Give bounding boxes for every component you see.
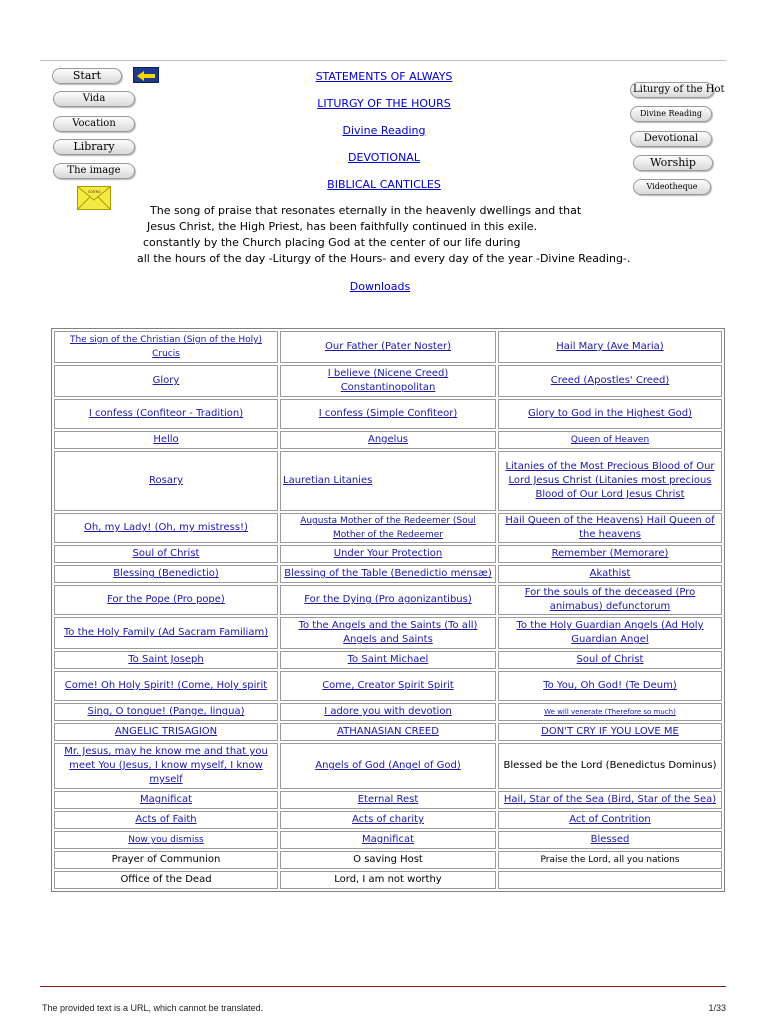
table-row — [54, 743, 722, 789]
table-row — [54, 831, 722, 849]
table-cell[interactable]: I confess (Simple Confiteor) — [280, 399, 496, 429]
nav-vida-button[interactable]: Vida — [53, 91, 135, 107]
table-cell[interactable]: Rosary — [54, 451, 278, 511]
table-cell[interactable]: To Saint Michael — [280, 651, 496, 669]
table-row — [54, 365, 722, 397]
table-cell[interactable]: Hail, Star of the Sea (Bird, Star of the Sea) — [498, 791, 722, 809]
table-row — [54, 871, 722, 889]
devotional-link[interactable]: DEVOTIONAL — [348, 151, 420, 164]
nav-liturgy-button[interactable]: Liturgy of the Hot — [630, 82, 714, 98]
biblical-canticles-link[interactable]: BIBLICAL CANTICLES — [327, 178, 441, 191]
table-row — [54, 331, 722, 363]
table-row — [54, 513, 722, 543]
table-cell[interactable]: Acts of Faith — [54, 811, 278, 829]
nav-vocation-button[interactable]: Vocation — [53, 116, 135, 132]
downloads-link[interactable]: Downloads — [349, 280, 411, 293]
table-row — [54, 431, 722, 449]
liturgy-hours-link[interactable]: LITURGY OF THE HOURS — [317, 97, 451, 110]
table-cell[interactable]: ATHANASIAN CREED — [280, 723, 496, 741]
table-cell[interactable]: Blessed be the Lord (Benedictus Dominus) — [498, 743, 722, 789]
table-cell[interactable]: Act of Contrition — [498, 811, 722, 829]
table-cell[interactable]: To the Angels and the Saints (To all) Angels and Saints — [280, 617, 496, 649]
table-cell[interactable]: Magnificat — [280, 831, 496, 849]
table-cell[interactable]: We will venerate (Therefore so much) — [498, 703, 722, 721]
prayers-table — [51, 328, 725, 892]
table-cell[interactable]: Hail Queen of the Heavens) Hail Queen of the heavens — [498, 513, 722, 543]
table-cell[interactable]: To Saint Joseph — [54, 651, 278, 669]
table-cell[interactable]: Angels of God (Angel of God) — [280, 743, 496, 789]
nav-worship-button[interactable]: Worship — [633, 155, 713, 171]
table-cell: O saving Host — [280, 851, 496, 869]
table-cell[interactable]: Acts of charity — [280, 811, 496, 829]
nav-videotheque-button[interactable]: Videotheque — [633, 179, 711, 195]
table-cell[interactable]: Angelus — [280, 431, 496, 449]
table-cell[interactable]: For the Dying (Pro agonizantibus) — [280, 585, 496, 615]
table-cell[interactable]: For the Pope (Pro pope) — [54, 585, 278, 615]
nav-library-button[interactable]: Library — [53, 139, 135, 155]
table-cell[interactable]: Lauretian Litanies — [280, 451, 496, 511]
table-row — [54, 565, 722, 583]
table-row — [54, 703, 722, 721]
top-divider — [40, 60, 726, 61]
table-cell[interactable]: To You, Oh God! (Te Deum) — [498, 671, 722, 701]
table-cell[interactable]: For the souls of the deceased (Pro animabus) defunctorum — [498, 585, 722, 615]
nav-start-button[interactable]: Start — [52, 68, 122, 84]
table-cell[interactable]: Creed (Apostles' Creed) — [498, 365, 722, 397]
statements-link[interactable]: STATEMENTS OF ALWAYS — [315, 70, 453, 83]
intro-line-2: Jesus Christ, the High Priest, has been faithfully continued in this exile. — [147, 220, 538, 233]
table-row — [54, 851, 722, 869]
table-cell[interactable]: Litanies of the Most Precious Blood of Our Lord Jesus Christ (Litanies most precious Blood of Our Lord Jesus Christ — [498, 451, 722, 511]
table-cell[interactable]: Come! Oh Holy Spirit! (Come, Holy spirit — [54, 671, 278, 701]
page-number: 1/33 — [708, 1003, 726, 1013]
table-cell[interactable]: Soul of Christ — [54, 545, 278, 563]
table-cell: Lord, I am not worthy — [280, 871, 496, 889]
table-cell[interactable]: Eternal Rest — [280, 791, 496, 809]
table-cell: Praise the Lord, all you nations — [498, 851, 722, 869]
footer-note: The provided text is a URL, which cannot be translated. — [42, 1003, 264, 1013]
table-cell: Office of the Dead — [54, 871, 278, 889]
table-cell[interactable]: I confess (Confiteor - Tradition) — [54, 399, 278, 429]
table-cell[interactable]: ANGELIC TRISAGION — [54, 723, 278, 741]
table-cell[interactable]: Blessing of the Table (Benedictio mensæ) — [280, 565, 496, 583]
table-cell[interactable]: Sing, O tongue! (Pange, lingua) — [54, 703, 278, 721]
table-row — [54, 671, 722, 701]
table-row — [54, 545, 722, 563]
table-cell[interactable]: Hello — [54, 431, 278, 449]
table-cell[interactable]: To the Holy Guardian Angels (Ad Holy Guardian Angel — [498, 617, 722, 649]
table-row — [54, 811, 722, 829]
nav-divine-reading-button[interactable]: Divine Reading — [630, 106, 712, 122]
table-cell[interactable]: Blessed — [498, 831, 722, 849]
nav-devotional-button[interactable]: Devotional — [630, 131, 712, 147]
table-row — [54, 723, 722, 741]
table-cell[interactable]: Glory to God in the Highest God) — [498, 399, 722, 429]
intro-line-4: all the hours of the day -Liturgy of the Hours- and every day of the year -Divine Reading-. — [137, 252, 631, 265]
table-cell[interactable]: Oh, my Lady! (Oh, my mistress!) — [54, 513, 278, 543]
table-cell[interactable]: Hail Mary (Ave Maria) — [498, 331, 722, 363]
table-cell[interactable]: Come, Creator Spirit Spirit — [280, 671, 496, 701]
table-cell[interactable]: I believe (Nicene Creed) Constantinopolitan — [280, 365, 496, 397]
table-cell[interactable]: Glory — [54, 365, 278, 397]
table-cell[interactable]: Queen of Heaven — [498, 431, 722, 449]
table-cell[interactable]: Akathist — [498, 565, 722, 583]
table-cell[interactable]: Mr. Jesus, may he know me and that you meet You (Jesus, I know myself, I know myself — [54, 743, 278, 789]
divine-reading-link[interactable]: Divine Reading — [342, 124, 426, 137]
table-cell[interactable]: To the Holy Family (Ad Sacram Familiam) — [54, 617, 278, 649]
table-row — [54, 791, 722, 809]
table-cell: Prayer of Communion — [54, 851, 278, 869]
table-cell[interactable]: Augusta Mother of the Redeemer (Soul Mother of the Redeemer — [280, 513, 496, 543]
table-cell[interactable]: DON'T CRY IF YOU LOVE ME — [498, 723, 722, 741]
table-cell — [498, 871, 722, 889]
nav-the-image-button[interactable]: The image — [53, 163, 135, 179]
footer-divider — [40, 986, 726, 987]
table-row — [54, 399, 722, 429]
table-row — [54, 617, 722, 649]
table-row — [54, 585, 722, 615]
intro-line-1: The song of praise that resonates eternally in the heavenly dwellings and that — [150, 204, 582, 217]
table-cell[interactable]: Now you dismiss — [54, 831, 278, 849]
table-cell[interactable]: Blessing (Benedictio) — [54, 565, 278, 583]
table-cell[interactable]: Soul of Christ — [498, 651, 722, 669]
table-cell[interactable]: Remember (Memorare) — [498, 545, 722, 563]
table-row — [54, 651, 722, 669]
table-cell[interactable]: The sign of the Christian (Sign of the Holy) Crucis — [54, 331, 278, 363]
table-cell[interactable]: Our Father (Pater Noster) — [280, 331, 496, 363]
envelope-label: correo — [88, 189, 101, 194]
intro-line-3: constantly by the Church placing God at the center of our life during — [143, 236, 521, 249]
table-cell[interactable]: Magnificat — [54, 791, 278, 809]
table-cell[interactable]: Under Your Protection — [280, 545, 496, 563]
table-row — [54, 451, 722, 511]
table-cell[interactable]: I adore you with devotion — [280, 703, 496, 721]
